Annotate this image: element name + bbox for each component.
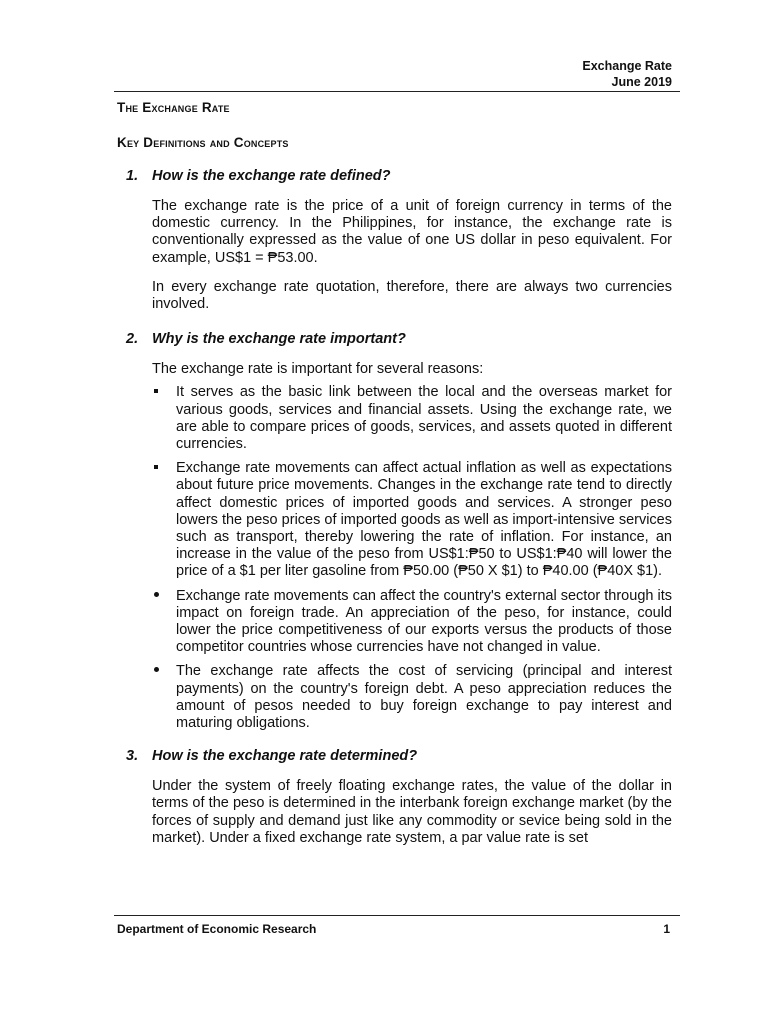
question-2-heading — [120, 331, 672, 347]
question-1-heading — [120, 168, 672, 184]
question-number: 3. — [126, 748, 139, 765]
square-bullet-icon — [154, 465, 158, 469]
list-item-text: The exchange rate affects the cost of servicing (principal and interest payments) on the country's foreign debt. A peso appreciation reduces the amount of pesos needed to buy foreign exchange to pay interest and maturing obligations. — [176, 663, 672, 732]
list-item-text: Exchange rate movements can affect the country's external sector through its impact on foreign trade. An appreciation of the peso, for instance, could lower the price competitiveness of our exports versus the products of those competitor countries whose currencies have not changed in value. — [176, 587, 672, 656]
paragraph: Under the system of freely floating exchange rates, the value of the dollar in terms of the peso is determined in the interbank foreign exchange market (by the forces of supply and demand just like any commodity or sevice being sold in the market). Under a fixed exchange rate system, a par value rate is set — [152, 778, 672, 846]
question-text: How is the exchange rate determined? — [152, 748, 418, 765]
round-bullet-icon — [154, 667, 159, 672]
question-text: How is the exchange rate defined? — [152, 168, 391, 184]
question-3-heading — [120, 748, 672, 764]
footer-department: Department of Economic Research — [117, 922, 317, 936]
list-item-text: It serves as the basic link between the local and the overseas market for various goods, services and financial assets. Using the exchange rate, we are able to compare prices of goods, services, and assets quoted in different currencies. — [176, 384, 672, 453]
list-item — [152, 663, 672, 732]
page-header — [582, 58, 672, 90]
page-number: 1 — [663, 922, 670, 936]
header-divider — [114, 91, 680, 92]
square-bullet-icon — [154, 389, 158, 393]
question-number: 1. — [126, 168, 139, 184]
paragraph: The exchange rate is important for several reasons: — [152, 361, 484, 378]
paragraph: The exchange rate is the price of a unit of foreign currency in terms of the domestic currency. In the Philippines, for instance, the exchange rate is conventionally expressed as the value of one US dollar in peso equivalent. For example, US$1 = ₱53.00. — [152, 198, 672, 266]
footer-divider — [114, 915, 680, 916]
reasons-list — [152, 384, 672, 732]
header-title: Exchange Rate — [582, 59, 672, 73]
list-item — [152, 384, 672, 453]
header-date: June 2019 — [611, 75, 672, 89]
paragraph: In every exchange rate quotation, therefore, there are always two currencies involved. — [152, 278, 672, 313]
question-number: 2. — [126, 331, 139, 348]
list-item — [152, 588, 672, 657]
round-bullet-icon — [154, 592, 159, 597]
section-heading: Key Definitions and Concepts — [117, 135, 289, 150]
list-item-text: Exchange rate movements can affect actual inflation as well as expectations about future price movements. Changes in the exchange rate tend to directly affect domestic prices of imported goods and services. A stronger peso lowers the peso prices of imported goods as well as import-intensive services such as transport, thereby lowering the rate of inflation. For instance, an increase in the value of the peso from US$1:₱50 to US$1:₱40 will lower the price of a $1 per liter gasoline from ₱50.00 (₱50 X $1) to ₱40.00 (₱40X $1). — [176, 460, 672, 580]
document-body — [120, 168, 672, 859]
list-item — [152, 460, 672, 580]
document-title: The Exchange Rate — [117, 100, 230, 115]
question-text: Why is the exchange rate important? — [152, 331, 406, 348]
